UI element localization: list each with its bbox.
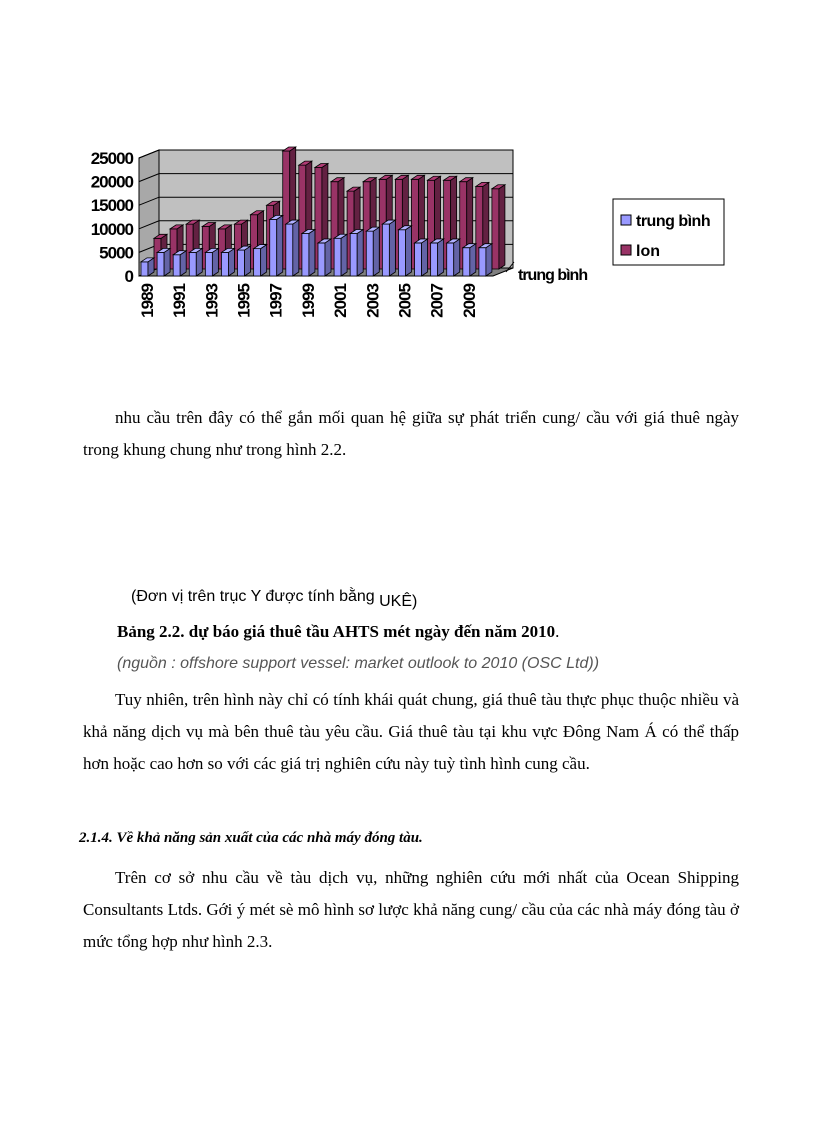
unit-note bbox=[131, 588, 418, 610]
table-caption bbox=[117, 622, 559, 642]
chart-legend bbox=[613, 199, 724, 265]
bar-trung-binh bbox=[302, 230, 315, 276]
bar-trung-binh bbox=[238, 246, 251, 276]
x-tick-label: 2009 bbox=[459, 284, 479, 318]
x-tick-label: 2007 bbox=[427, 284, 447, 318]
y-tick-label: 15000 bbox=[90, 196, 133, 216]
bar-trung-binh bbox=[415, 239, 428, 276]
bar-trung-binh bbox=[334, 234, 347, 276]
x-tick-label: 1999 bbox=[298, 284, 318, 318]
x-tick-label: 1995 bbox=[234, 284, 254, 318]
bar-trung-binh bbox=[447, 239, 460, 276]
unit-note-text: (Đơn vị trên trục Y được tính bằng bbox=[131, 588, 380, 605]
table-caption-dot: . bbox=[555, 622, 560, 641]
bar-lon bbox=[492, 185, 505, 269]
y-tick-label: 10000 bbox=[90, 219, 133, 239]
legend-swatch-lon bbox=[621, 245, 631, 255]
bar-trung-binh bbox=[157, 248, 170, 276]
bar-chart bbox=[0, 0, 816, 340]
x-tick-label: 1991 bbox=[170, 284, 190, 318]
bar-trung-binh bbox=[463, 244, 476, 276]
paragraph-supply-demand: nhu cầu trên đây có thể gắn mối quan hệ giữa sự phát triển cung/ cầu với giá thuê ngày trong khung chung như trong hình 2.2. bbox=[83, 408, 739, 459]
bar-trung-binh bbox=[479, 244, 492, 276]
legend-label-trung-binh: trung bình bbox=[636, 213, 711, 230]
section-heading: 2.1.4. Về khả năng sản xuất của các nhà máy đóng tàu. bbox=[79, 830, 423, 846]
paragraph-general-note: Tuy nhiên, trên hình này chỉ có tính khái quát chung, giá thuê tàu thực phục thuộc nhiều và khả năng dịch vụ mà bên thuê tàu yêu cầu. Giá thuê tàu tại khu vực Đông Nam Á có thể thấp hơn hoặc cao hơn so với các giá trị nghiên cứu này tuỳ tình hình cung cầu. bbox=[83, 690, 739, 773]
unit-note-suffix: UKÊ) bbox=[379, 593, 418, 610]
y-tick-label: 0 bbox=[124, 267, 133, 286]
bar-trung-binh bbox=[141, 258, 154, 276]
bar-trung-binh bbox=[173, 251, 186, 276]
x-tick-label: 2003 bbox=[363, 284, 383, 318]
bar-trung-binh bbox=[366, 227, 379, 276]
y-tick-label: 5000 bbox=[99, 243, 133, 263]
y-axis-ticks bbox=[91, 149, 134, 286]
bar-trung-binh bbox=[382, 220, 395, 276]
legend-swatch-trung-binh bbox=[621, 215, 631, 225]
bar-trung-binh bbox=[189, 248, 202, 276]
paragraph-shipyard-capacity: Trên cơ sở nhu cầu về tàu dịch vụ, những nghiên cứu mới nhất của Ocean Shipping Consultants Ltds. Gới ý mét sè mô hình sơ lược khả năng cung/ cầu của các nhà máy đóng tàu ở mức tổng hợp như hình 2.3. bbox=[83, 868, 739, 951]
table-caption-text: Bảng 2.2. dự báo giá thuê tầu AHTS mét ngày đến năm 2010 bbox=[117, 622, 556, 641]
x-tick-label: 1997 bbox=[266, 284, 286, 318]
bar-trung-binh bbox=[431, 239, 444, 276]
bar-trung-binh bbox=[270, 215, 283, 276]
depth-axis-label: trung bình bbox=[518, 267, 588, 284]
x-tick-label: 1993 bbox=[202, 284, 222, 318]
bar-trung-binh bbox=[350, 230, 363, 276]
bar-trung-binh bbox=[254, 245, 267, 276]
x-axis-ticks bbox=[138, 283, 479, 317]
legend-label-lon: lon bbox=[636, 243, 660, 260]
source-note: (nguồn : offshore support vessel: market outlook to 2010 (OSC Ltd)) bbox=[117, 655, 600, 672]
bar-trung-binh bbox=[398, 226, 411, 276]
bar-trung-binh bbox=[286, 220, 299, 276]
bar-trung-binh bbox=[205, 248, 218, 276]
x-tick-label: 1989 bbox=[138, 284, 157, 318]
y-tick-label: 20000 bbox=[90, 172, 133, 192]
x-tick-label: 2005 bbox=[395, 284, 415, 318]
bar-trung-binh bbox=[221, 248, 234, 276]
y-tick-label: 25000 bbox=[90, 149, 133, 168]
bar-trung-binh bbox=[318, 239, 331, 276]
x-tick-label: 2001 bbox=[331, 284, 351, 318]
